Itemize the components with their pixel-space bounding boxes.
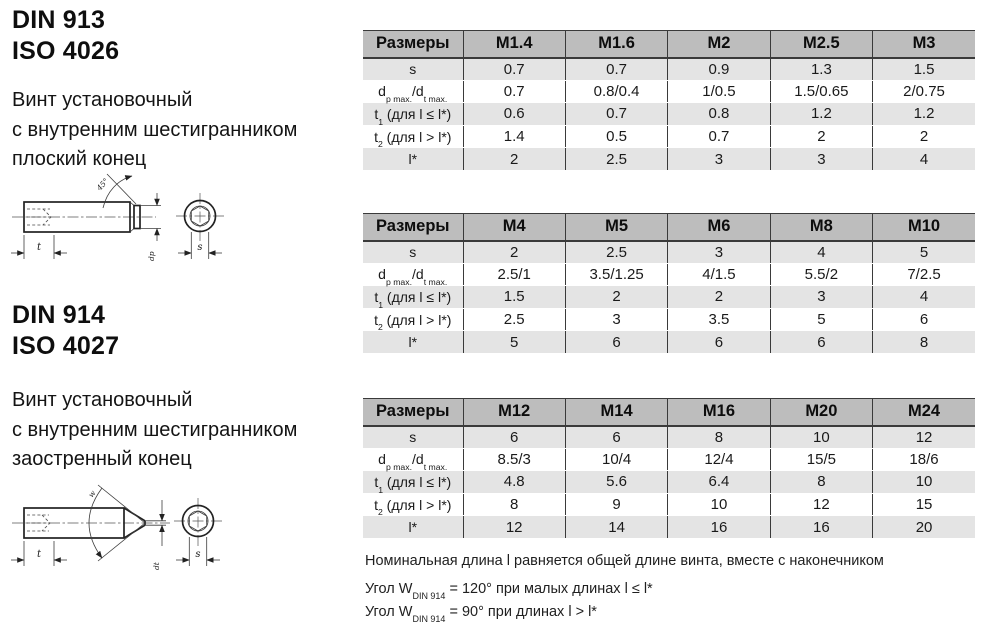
text-segment: t (374, 496, 378, 513)
note-nominal-length (365, 553, 884, 569)
description-line: с внутренним шестигранником (12, 418, 298, 441)
table-row (363, 493, 975, 516)
row-label (363, 426, 463, 449)
value-cell: 1/0.5 (668, 80, 770, 103)
value-cell: 2 (565, 286, 667, 309)
text-segment: t (374, 311, 378, 328)
value-cell: 12/4 (668, 448, 770, 471)
text-segment: /d (412, 83, 424, 100)
text-segment: /d (412, 266, 424, 283)
table-header-row (363, 399, 975, 426)
value-cell: 18/6 (873, 448, 975, 471)
text-segment: d (378, 266, 386, 283)
value-cell: 1.2 (873, 103, 975, 126)
table-row (363, 308, 975, 331)
end-view (176, 193, 224, 259)
value-cell: 1.4 (463, 125, 565, 148)
text-segment: t (374, 128, 378, 145)
dimension-dt (145, 500, 166, 570)
header-cell-thread-size: M2 (668, 31, 770, 58)
table-row (363, 103, 975, 126)
header-cell-sizes-label: Размеры (363, 214, 463, 241)
header-cell-sizes-label: Размеры (363, 399, 463, 426)
text-segment: (для l ≤ l*) (383, 105, 452, 122)
dim-t-label: t (36, 549, 42, 560)
value-cell: 4/1.5 (668, 263, 770, 286)
value-cell: 8 (463, 493, 565, 516)
value-cell: 14 (565, 516, 667, 539)
value-cell: 8 (668, 426, 770, 449)
table-row (363, 125, 975, 148)
text-segment: (для l ≤ l*) (383, 473, 452, 490)
value-cell: 6 (565, 331, 667, 354)
row-label (363, 448, 463, 471)
din913-heading (12, 5, 119, 67)
table-row (363, 241, 975, 264)
row-label (363, 308, 463, 331)
din913-standard-title: DIN 913 (12, 6, 106, 34)
row-label (363, 331, 463, 354)
header-cell-thread-size: M1.6 (565, 31, 667, 58)
text-segment: s (409, 429, 417, 446)
value-cell: 6 (770, 331, 872, 354)
header-cell-thread-size: M16 (668, 399, 770, 426)
table-row (363, 471, 975, 494)
subscript-text: 2 (377, 507, 383, 518)
dimensions-table-m12-m24 (363, 398, 975, 539)
row-label (363, 263, 463, 286)
value-cell: 8.5/3 (463, 448, 565, 471)
value-cell: 3 (668, 241, 770, 264)
row-label (363, 493, 463, 516)
row-label (363, 58, 463, 81)
text-segment: l* (408, 334, 418, 351)
subscript-text: t max. (423, 94, 448, 105)
value-cell: 5 (770, 308, 872, 331)
table-row (363, 148, 975, 171)
value-cell: 6 (873, 308, 975, 331)
dimensions-table-m4-m10 (363, 213, 975, 354)
value-cell: 15/5 (770, 448, 872, 471)
header-cell-thread-size: M6 (668, 214, 770, 241)
value-cell: 6.4 (668, 471, 770, 494)
value-cell: 0.5 (565, 125, 667, 148)
value-cell: 2.5 (463, 308, 565, 331)
dim-s-label: s (195, 549, 201, 560)
din913-technical-drawing (8, 164, 238, 272)
header-cell-thread-size: M24 (873, 399, 975, 426)
value-cell: 5.6 (565, 471, 667, 494)
header-cell-thread-size: M12 (463, 399, 565, 426)
iso4027-standard-title: ISO 4027 (12, 332, 120, 360)
header-cell-thread-size: M3 (873, 31, 975, 58)
table-row (363, 58, 975, 81)
value-cell: 4.8 (463, 471, 565, 494)
value-cell: 2 (873, 125, 975, 148)
value-cell: 3.5 (668, 308, 770, 331)
value-cell: 5 (463, 331, 565, 354)
dim-dt-label: dt (152, 562, 161, 570)
value-cell: 0.7 (565, 58, 667, 81)
dimension-dp (140, 193, 161, 261)
value-cell: 12 (873, 426, 975, 449)
value-cell: 2.5 (565, 148, 667, 171)
text-segment: Угол W (365, 604, 413, 620)
value-cell: 1.2 (770, 103, 872, 126)
text-segment: (для l > l*) (382, 496, 452, 513)
header-cell-sizes-label: Размеры (363, 31, 463, 58)
header-cell-thread-size: M10 (873, 214, 975, 241)
value-cell: 2 (463, 241, 565, 264)
value-cell: 2/0.75 (873, 80, 975, 103)
subscript-text: 2 (377, 139, 383, 150)
text-segment: Номинальная длина l равняется общей длине винта, вместе с наконечником (365, 553, 884, 569)
value-cell: 9 (565, 493, 667, 516)
value-cell: 2.5/1 (463, 263, 565, 286)
side-view (11, 485, 170, 570)
value-cell: 3 (565, 308, 667, 331)
header-cell-thread-size: M1.4 (463, 31, 565, 58)
value-cell: 2 (463, 148, 565, 171)
dimensions-table-m1_4-m3 (363, 30, 975, 171)
side-view (11, 174, 161, 261)
value-cell: 0.7 (463, 58, 565, 81)
description-line: Винт установочный (12, 389, 193, 411)
subscript-text: t max. (423, 462, 448, 473)
value-cell: 0.6 (463, 103, 565, 126)
dim-s-label: s (197, 242, 203, 253)
value-cell: 20 (873, 516, 975, 539)
value-cell: 8 (770, 471, 872, 494)
value-cell: 6 (668, 331, 770, 354)
text-segment: l* (408, 519, 418, 536)
table-header-row (363, 214, 975, 241)
value-cell: 0.9 (668, 58, 770, 81)
value-cell: 10 (668, 493, 770, 516)
text-segment: (для l > l*) (382, 128, 452, 145)
row-label (363, 286, 463, 309)
din914-description (12, 386, 297, 475)
subscript-text: DIN 914 (412, 590, 446, 601)
header-cell-thread-size: M4 (463, 214, 565, 241)
row-label (363, 125, 463, 148)
description-line: с внутренним шестигранником (12, 118, 298, 141)
value-cell: 0.7 (463, 80, 565, 103)
value-cell: 12 (463, 516, 565, 539)
text-segment: /d (412, 451, 424, 468)
subscript-text: 1 (378, 299, 384, 310)
value-cell: 1.5 (463, 286, 565, 309)
text-segment: l* (408, 151, 418, 168)
subscript-text: 1 (378, 484, 384, 495)
text-segment: t (374, 473, 379, 490)
header-cell-thread-size: M20 (770, 399, 872, 426)
value-cell: 3 (770, 286, 872, 309)
value-cell: 10 (873, 471, 975, 494)
value-cell: 4 (873, 286, 975, 309)
table-row (363, 426, 975, 449)
value-cell: 4 (873, 148, 975, 171)
value-cell: 2.5 (565, 241, 667, 264)
din913-description (12, 86, 297, 175)
text-segment: = 120° при малых длинах l ≤ l* (445, 581, 653, 597)
dimension-t (11, 541, 67, 566)
value-cell: 0.7 (565, 103, 667, 126)
hex-socket-hidden-lines (27, 515, 50, 531)
description-line: плоский конец (12, 148, 147, 170)
value-cell: 0.7 (668, 125, 770, 148)
subscript-text: p max. (385, 277, 412, 288)
value-cell: 1.3 (770, 58, 872, 81)
subscript-text: p max. (385, 462, 412, 473)
subscript-text: t max. (423, 277, 448, 288)
table-row (363, 448, 975, 471)
value-cell: 10 (770, 426, 872, 449)
angle-45-label: 45° (94, 176, 111, 193)
value-cell: 6 (463, 426, 565, 449)
value-cell: 7/2.5 (873, 263, 975, 286)
value-cell: 0.8/0.4 (565, 80, 667, 103)
table-header-row (363, 31, 975, 58)
text-segment: t (374, 105, 379, 122)
value-cell: 1.5 (873, 58, 975, 81)
text-segment: t (374, 288, 379, 305)
text-segment: s (409, 244, 417, 261)
header-cell-thread-size: M5 (565, 214, 667, 241)
din914-technical-drawing (8, 474, 238, 592)
table-row (363, 286, 975, 309)
value-cell: 5.5/2 (770, 263, 872, 286)
value-cell: 12 (770, 493, 872, 516)
value-cell: 3 (770, 148, 872, 171)
note-angle-120 (365, 581, 653, 601)
din914-standard-title: DIN 914 (12, 301, 106, 329)
value-cell: 15 (873, 493, 975, 516)
table-row (363, 331, 975, 354)
value-cell: 6 (565, 426, 667, 449)
angle-w-label: w (86, 488, 98, 500)
value-cell: 5 (873, 241, 975, 264)
text-segment: (для l ≤ l*) (383, 288, 452, 305)
subscript-text: 2 (377, 322, 383, 333)
value-cell: 3 (668, 148, 770, 171)
value-cell: 3.5/1.25 (565, 263, 667, 286)
value-cell: 10/4 (565, 448, 667, 471)
text-segment: Угол W (365, 581, 413, 597)
value-cell: 16 (668, 516, 770, 539)
dim-t-label: t (36, 242, 42, 253)
dimension-t (11, 235, 67, 259)
header-cell-thread-size: M2.5 (770, 31, 872, 58)
note-angle-90 (365, 604, 597, 624)
row-label (363, 516, 463, 539)
value-cell: 4 (770, 241, 872, 264)
value-cell: 0.8 (668, 103, 770, 126)
table-row (363, 80, 975, 103)
text-segment: d (378, 83, 386, 100)
description-line: заостренный конец (12, 448, 192, 470)
header-cell-thread-size: M8 (770, 214, 872, 241)
value-cell: 1.5/0.65 (770, 80, 872, 103)
text-segment: (для l > l*) (382, 311, 452, 328)
table-row (363, 263, 975, 286)
text-segment: d (378, 451, 386, 468)
subscript-text: p max. (385, 94, 412, 105)
text-segment: s (409, 61, 417, 78)
value-cell: 2 (770, 125, 872, 148)
text-segment: = 90° при длинах l > l* (445, 604, 597, 620)
header-cell-thread-size: M14 (565, 399, 667, 426)
row-label (363, 103, 463, 126)
row-label (363, 471, 463, 494)
value-cell: 16 (770, 516, 872, 539)
value-cell: 2 (668, 286, 770, 309)
table-row (363, 516, 975, 539)
end-view (174, 498, 222, 566)
row-label (363, 241, 463, 264)
row-label (363, 148, 463, 171)
value-cell: 8 (873, 331, 975, 354)
iso4026-standard-title: ISO 4026 (12, 37, 120, 65)
row-label (363, 80, 463, 103)
description-line: Винт установочный (12, 89, 193, 111)
subscript-text: 1 (378, 116, 384, 127)
din914-heading (12, 300, 119, 362)
dim-dp-label: dp (147, 251, 156, 261)
subscript-text: DIN 914 (412, 613, 446, 624)
